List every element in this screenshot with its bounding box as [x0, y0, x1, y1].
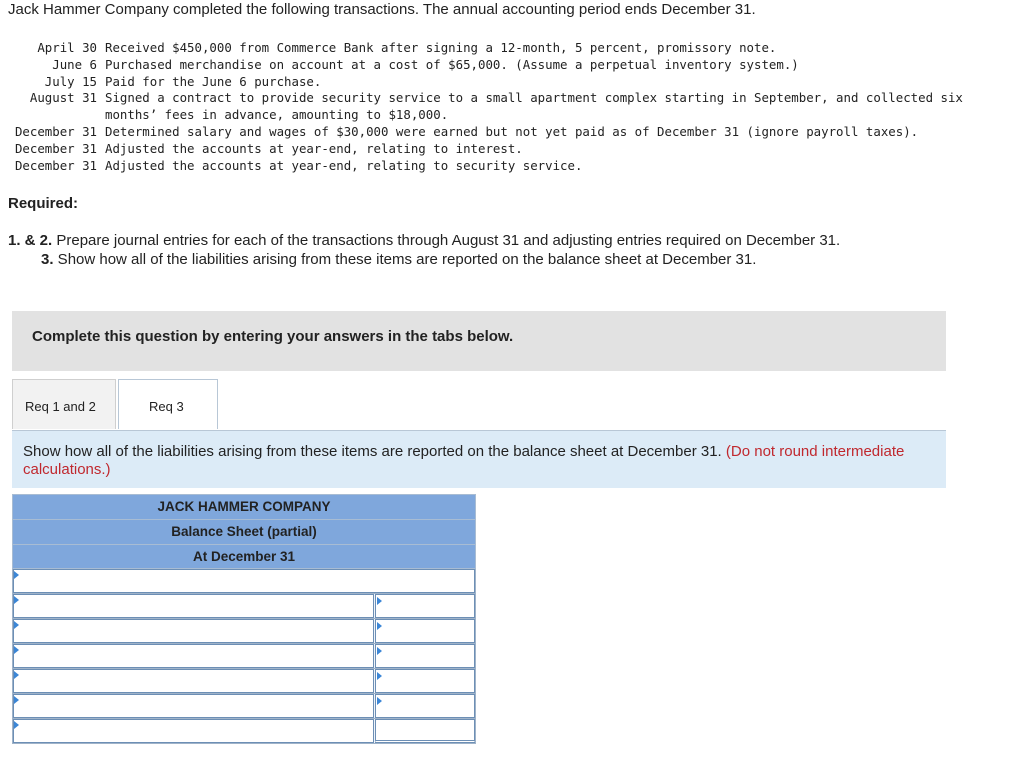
table-row	[12, 694, 476, 719]
table-row	[12, 719, 476, 744]
dropdown-marker-icon	[14, 721, 19, 729]
tab-req-1-and-2[interactable]	[12, 379, 116, 429]
transaction-row	[0, 124, 963, 141]
account-dropdown[interactable]	[13, 694, 374, 718]
transaction-date: December 31	[14, 140, 97, 156]
section-label-input[interactable]	[13, 569, 475, 593]
transaction-row	[0, 90, 963, 107]
table-row	[12, 594, 476, 619]
table-row	[12, 644, 476, 669]
instruction-note: (Do not round intermediate calculations.)	[23, 443, 905, 478]
account-dropdown[interactable]	[13, 594, 374, 618]
account-dropdown[interactable]	[13, 669, 374, 693]
dropdown-marker-icon	[14, 596, 19, 604]
transaction-desc: Determined salary and wages of $30,000 were earned but not yet paid as of December 31 (ignore payroll taxes).	[105, 123, 919, 139]
amount-input[interactable]	[375, 694, 475, 718]
transaction-date: December 31	[14, 157, 97, 173]
dropdown-marker-icon	[377, 622, 382, 630]
transaction-desc: Purchased merchandise on account at a cost of $65,000. (Assume a perpetual inventory system.)	[105, 56, 799, 72]
table-row	[12, 619, 476, 644]
company-name: JACK HAMMER COMPANY	[12, 494, 476, 519]
transaction-date: July 15	[44, 73, 97, 89]
instruction-text-block	[23, 443, 923, 479]
transaction-desc: Adjusted the accounts at year-end, relating to security service.	[105, 157, 583, 173]
statement-title: Balance Sheet (partial)	[12, 519, 476, 544]
transaction-desc: Received $450,000 from Commerce Bank after signing a 12-month, 5 percent, promissory note.	[105, 40, 777, 55]
transaction-desc: Adjusted the accounts at year-end, relating to interest.	[105, 140, 523, 156]
transaction-row	[0, 57, 963, 74]
transaction-row	[0, 141, 963, 158]
account-dropdown[interactable]	[13, 644, 374, 668]
transaction-desc: Signed a contract to provide security service to a small apartment complex starting in September, and collected six	[105, 90, 963, 106]
transaction-desc: months’ fees in advance, amounting to $18,000.	[105, 107, 449, 123]
transaction-date: June 6	[52, 56, 97, 72]
transaction-row	[0, 74, 963, 91]
transaction-date: August 31	[29, 90, 97, 106]
panel-heading: Complete this question by entering your answers in the tabs below.	[32, 328, 514, 345]
total-amount-input[interactable]	[375, 719, 475, 743]
tab-req-3[interactable]	[118, 379, 218, 429]
transactions-list	[0, 40, 963, 174]
transaction-date: April 30	[37, 40, 97, 55]
requirement-text: Prepare journal entries for each of the transactions through August 31 and adjusting entries required on December 31.	[52, 232, 841, 249]
dropdown-marker-icon	[14, 621, 19, 629]
balance-sheet-table	[12, 494, 476, 744]
dropdown-marker-icon	[14, 696, 19, 704]
tab-instruction	[12, 430, 946, 488]
amount-input[interactable]	[375, 594, 475, 618]
requirement-number: 1. & 2.	[8, 232, 53, 249]
transaction-desc: Paid for the June 6 purchase.	[105, 73, 322, 89]
dropdown-marker-icon	[377, 647, 382, 655]
statement-date: At December 31	[12, 544, 476, 569]
transaction-row	[0, 40, 963, 57]
dropdown-marker-icon	[14, 671, 19, 679]
transaction-row	[0, 107, 963, 124]
amount-input[interactable]	[375, 669, 475, 693]
dropdown-marker-icon	[377, 697, 382, 705]
required-heading: Required:	[8, 195, 79, 212]
problem-intro: Jack Hammer Company completed the following transactions. The annual accounting period ends December 31.	[8, 1, 756, 18]
table-row	[12, 569, 476, 594]
tab-label: Req 1 and 2	[25, 399, 96, 414]
account-dropdown[interactable]	[13, 619, 374, 643]
requirement-3	[41, 251, 756, 268]
amount-input[interactable]	[375, 619, 475, 643]
dropdown-marker-icon	[14, 571, 19, 579]
dropdown-marker-icon	[377, 672, 382, 680]
dropdown-marker-icon	[377, 597, 382, 605]
transaction-row	[0, 158, 963, 175]
transaction-date: December 31	[14, 123, 97, 139]
table-row	[12, 669, 476, 694]
total-label-dropdown[interactable]	[13, 719, 374, 743]
amount-input[interactable]	[375, 644, 475, 668]
requirement-1-2	[8, 232, 840, 249]
requirement-number: 3.	[41, 251, 54, 268]
instruction-text: Show how all of the liabilities arising from these items are reported on the balance sheet at December 31.	[23, 443, 726, 460]
tab-label: Req 3	[149, 399, 184, 414]
instructions-panel	[12, 311, 946, 371]
transaction-date	[0, 107, 105, 124]
dropdown-marker-icon	[14, 646, 19, 654]
requirement-text: Show how all of the liabilities arising from these items are reported on the balance sheet at December 31.	[53, 251, 757, 268]
